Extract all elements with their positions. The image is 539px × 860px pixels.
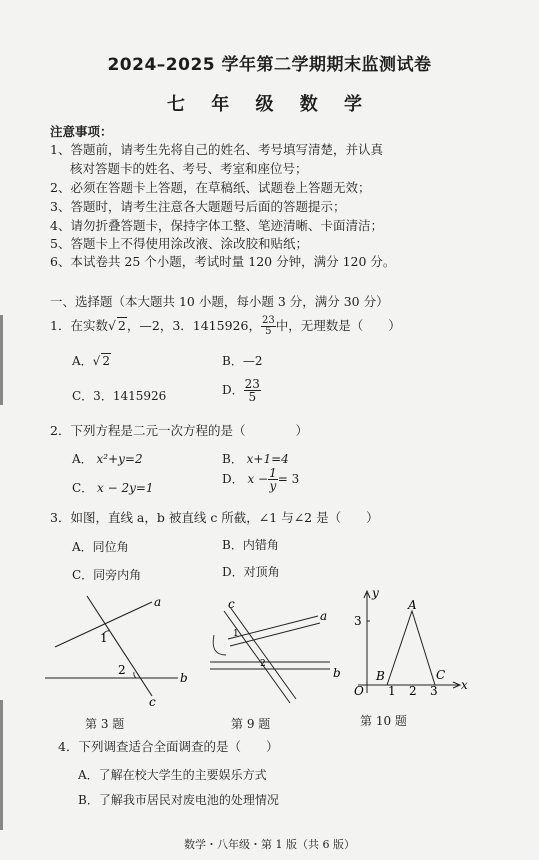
figure-10-caption: 第 10 题 xyxy=(360,714,407,728)
tick-x1-label: 1 xyxy=(388,684,396,698)
q4-option-a: A．了解在校大学生的主要娱乐方式 xyxy=(78,768,267,782)
q1-d-fraction xyxy=(244,378,261,403)
q2-d-fraction xyxy=(268,467,278,492)
q2-d-den: y xyxy=(269,479,277,493)
q2-option-b xyxy=(222,450,289,467)
note-item: 2、必须在答题卡上答题，在草稿纸、试题卷上答题无效； xyxy=(50,180,371,195)
figure-3 xyxy=(40,590,200,710)
q1-option-d xyxy=(222,378,261,403)
q1-frac-den: 5 xyxy=(265,326,272,337)
q2-option-a xyxy=(72,450,143,467)
q1-a-sqrt-sign: √ xyxy=(92,354,101,368)
triangle-abc xyxy=(387,611,435,685)
point-c-label: C xyxy=(436,668,446,682)
question-3-stem: 3．如图，直线 a，b 被直线 c 所截，∠1 与∠2 是（ ） xyxy=(50,510,379,525)
question-4-stem: 4．下列调查适合全面调查的是（ ） xyxy=(58,739,279,754)
note-item: 6、本试卷共 25 个小题，考试时量 120 分钟，满分 120 分。 xyxy=(50,254,396,269)
q3-option-c: C．同旁内角 xyxy=(72,568,142,582)
q1-frac-num: 23 xyxy=(261,315,275,326)
angle-2-label: 2 xyxy=(260,659,266,669)
strip-c-edge xyxy=(224,611,290,703)
q3-option-b: B．内错角 xyxy=(222,538,279,552)
exam-title: 2024–2025 学年第二学期期末监测试卷 xyxy=(107,55,432,75)
label-c: c xyxy=(228,597,235,611)
q1-d-label: D． xyxy=(222,383,244,397)
note-item: 1、答题前，请考生先将自己的姓名、考号填写清楚，并认真 xyxy=(50,142,383,157)
q1-sqrt-arg: 2 xyxy=(117,318,126,333)
note-item: 3、答题时，请考生注意各大题题号后面的答题提示； xyxy=(50,199,346,214)
line-c xyxy=(87,596,152,696)
y-axis-label: y xyxy=(372,586,379,600)
q2-option-d xyxy=(222,467,299,492)
point-b-label: B xyxy=(376,669,385,683)
q2-a-label: A． xyxy=(72,452,93,466)
strip-c-edge xyxy=(230,607,296,699)
notes-heading: 注意事项： xyxy=(50,124,113,139)
label-a: a xyxy=(320,609,328,623)
q3-option-d: D．对顶角 xyxy=(222,565,280,579)
label-b: b xyxy=(333,666,341,680)
q1-d-den: 5 xyxy=(248,390,257,404)
angle-2-arc xyxy=(134,672,136,678)
figure-3-caption: 第 3 题 xyxy=(85,717,125,731)
q2-b-eq: x+1=4 xyxy=(246,452,289,466)
note-item: 5、答题卡上不得使用涂改液、涂改胶和贴纸； xyxy=(50,236,308,251)
question-1-stem xyxy=(50,316,401,337)
q2-a-eq: x²+y=2 xyxy=(96,452,143,466)
question-2-stem: 2．下列方程是二元一次方程的是（ ） xyxy=(50,423,308,438)
curved-mark xyxy=(213,635,226,655)
note-item: 核对答题卡的姓名、考号、考室和座位号； xyxy=(70,161,308,176)
q1-a-label: A． xyxy=(72,354,93,368)
page-edge-mark xyxy=(0,315,3,405)
section-heading: 一、选择题（本大题共 10 小题，每小题 3 分，满分 30 分） xyxy=(50,294,389,309)
q1-d-num: 23 xyxy=(244,377,260,391)
page-edge-mark xyxy=(0,700,3,830)
tick-x3-label: 3 xyxy=(430,684,438,698)
angle-1-label: 1 xyxy=(100,631,108,645)
angle-2-label: 2 xyxy=(118,663,126,677)
q2-c-eq: x − 2y=1 xyxy=(97,481,154,495)
x-axis-label: x xyxy=(461,678,468,692)
q1-sqrt-sign: √ xyxy=(107,318,116,333)
q1-option-b: B．—2 xyxy=(222,354,263,368)
figure-9-caption: 第 9 题 xyxy=(231,717,271,731)
q2-d-label: D． xyxy=(222,472,244,486)
q1-prefix: 1．在实数 xyxy=(50,318,108,333)
exam-subject: 七 年 级 数 学 xyxy=(166,94,373,115)
q2-b-label: B． xyxy=(222,452,243,466)
q2-d-post: = 3 xyxy=(277,472,300,486)
label-a: a xyxy=(154,595,162,609)
q3-option-a: A．同位角 xyxy=(72,540,129,554)
q1-a-sqrt-arg: 2 xyxy=(102,354,110,368)
q1-fraction xyxy=(261,316,276,337)
figure-9 xyxy=(200,595,340,710)
label-b: b xyxy=(180,671,188,685)
q1-option-c: C．3．1415926 xyxy=(72,389,167,403)
page-footer: 数学・八年级・第 1 版（共 6 版） xyxy=(184,838,355,851)
label-c: c xyxy=(149,695,156,709)
note-item: 4、请勿折叠答题卡，保持字体工整、笔迹清晰、卡面清洁； xyxy=(50,218,383,233)
q1-middle: ，—2，3．1415926， xyxy=(126,318,261,333)
q2-c-label: C． xyxy=(72,481,94,495)
origin-label: O xyxy=(354,684,364,698)
figure-10 xyxy=(340,585,470,705)
tick-y3-label: 3 xyxy=(354,614,362,628)
tick-x2-label: 2 xyxy=(409,684,417,698)
q2-d-pre: x − xyxy=(247,472,269,486)
point-a-label: A xyxy=(408,598,417,612)
q1-option-a xyxy=(72,352,111,369)
q1-suffix: 中，无理数是（ ） xyxy=(275,318,401,333)
angle-1-label: 1 xyxy=(233,629,239,639)
q2-d-num: 1 xyxy=(269,466,277,480)
q4-option-b: B．了解我市居民对废电池的处理情况 xyxy=(78,793,279,807)
q2-option-c xyxy=(72,479,154,496)
